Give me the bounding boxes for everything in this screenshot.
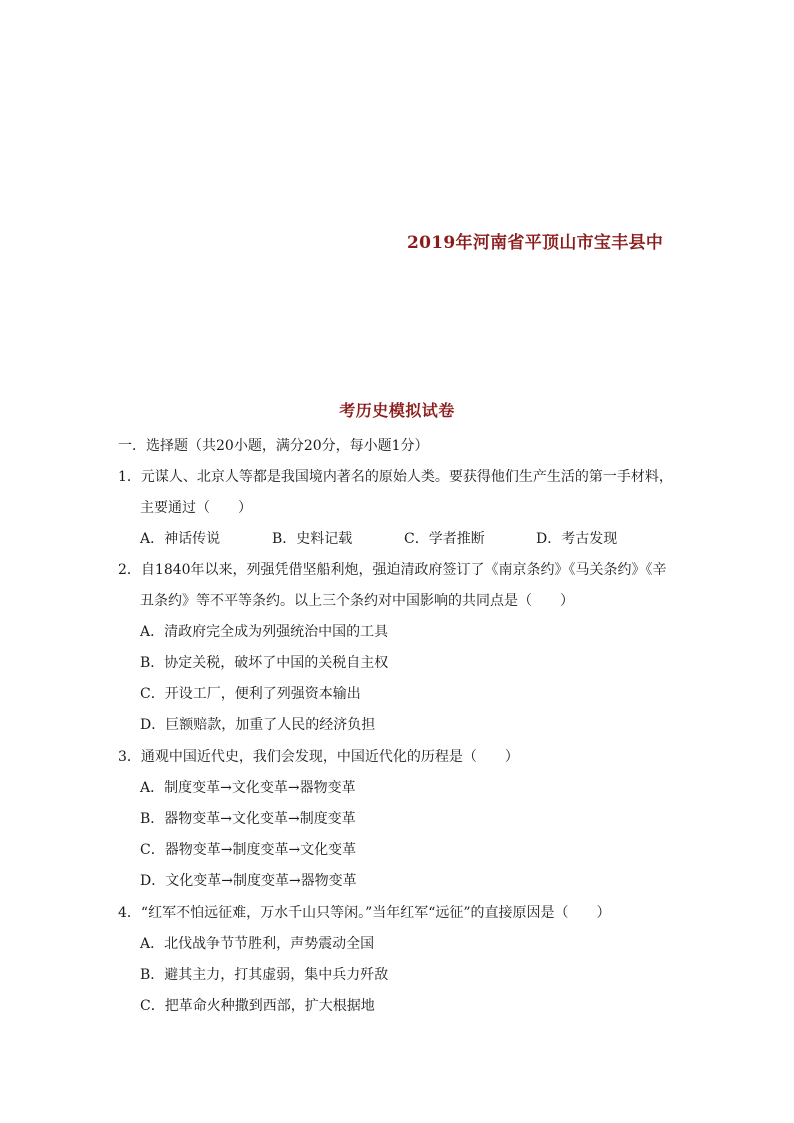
option-d: D．考古发现	[536, 531, 618, 547]
option-d: D．巨额赔款，加重了人民的经济负担	[140, 717, 376, 733]
question-2-stem-line-1: 2．自1840年以来，列强凭借坚船利炮，强迫清政府签订了《南京条约》《马关条约》《辛	[118, 562, 667, 578]
section-heading: 一．选择题（共20小题，满分20分，每小题1分）	[118, 438, 429, 454]
question-2-stem-line-2: 丑条约》等不平等条约。以上三个条约对中国影响的共同点是（ ）	[140, 593, 574, 609]
question-1-stem-line-2: 主要通过（ ）	[140, 500, 252, 516]
option-b: B．史料记载	[272, 531, 353, 547]
question-4-stem: 4．“红军不怕远征难，万水千山只等闲。”当年红军“远征”的直接原因是（ ）	[118, 905, 611, 921]
question-1-stem-line-1: 1．元谋人、北京人等都是我国境内著名的原始人类。要获得他们生产生活的第一手材料，	[118, 469, 673, 485]
option-a: A．北伐战争节节胜利，声势震动全国	[140, 936, 375, 952]
option-d: D．文化变革→制度变革→器物变革	[140, 873, 357, 889]
option-c: C．器物变革→制度变革→文化变革	[140, 842, 357, 858]
option-b: B．协定关税，破坏了中国的关税自主权	[140, 655, 389, 671]
question-1-options	[140, 530, 617, 548]
option-c: C．开设工厂，便利了列强资本输出	[140, 686, 361, 702]
option-a: A．制度变革→文化变革→器物变革	[140, 780, 356, 796]
option-a: A．清政府完全成为列强统治中国的工具	[140, 624, 389, 640]
option-b: B．避其主力，打其虚弱，集中兵力歼敌	[140, 967, 389, 983]
option-c: C．学者推断	[404, 531, 485, 547]
question-3-stem: 3．通观中国近代史，我们会发现，中国近代化的历程是（ ）	[118, 749, 519, 765]
option-b: B．器物变革→文化变革→制度变革	[140, 811, 356, 827]
option-a: A．神话传说	[140, 531, 221, 547]
title-line-2: 考历史模拟试卷	[339, 401, 455, 420]
title-line-1: 2019年河南省平顶山市宝丰县中	[407, 233, 664, 253]
option-c: C．把革命火种撒到西部，扩大根据地	[140, 998, 375, 1014]
